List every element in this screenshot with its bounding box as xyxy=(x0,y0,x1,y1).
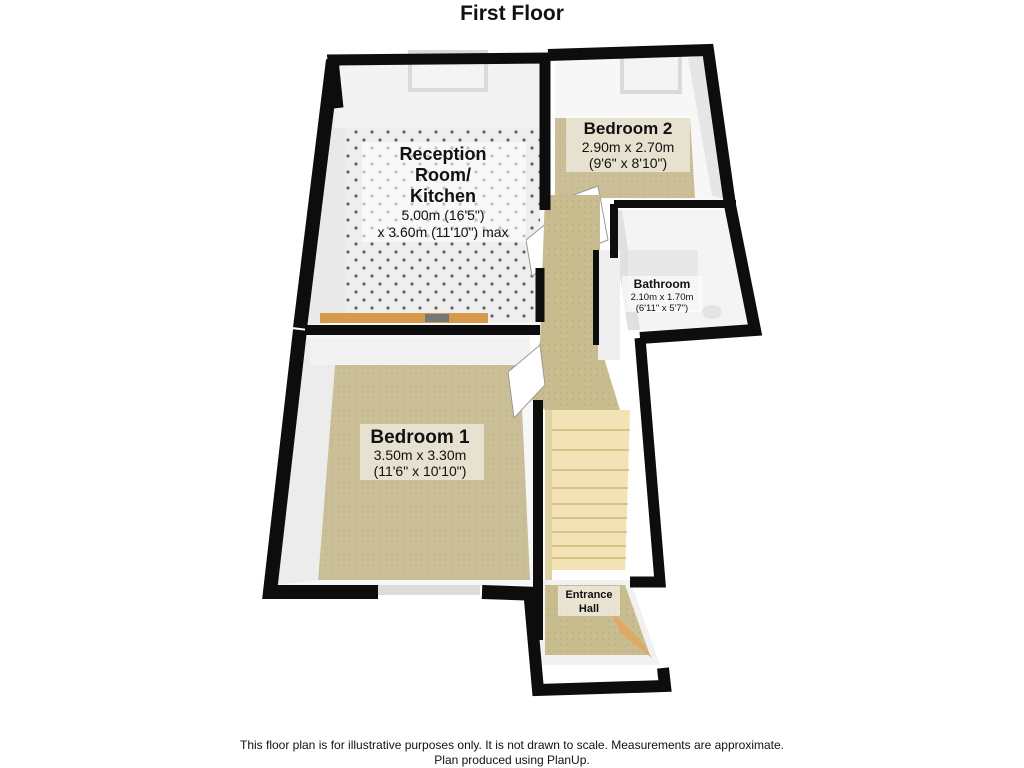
credit-text: Plan produced using PlanUp. xyxy=(434,753,590,767)
disclaimer-text: This floor plan is for illustrative purposes only. It is not drawn to scale. Measurements are approximate. xyxy=(239,738,785,752)
hob xyxy=(425,314,449,322)
bathroom-label xyxy=(622,276,702,314)
staircase xyxy=(545,410,630,590)
room-dimensions: x 3.60m (11'10") max xyxy=(377,224,509,240)
room-name: Bedroom 2 xyxy=(583,119,673,138)
room-name: Bedroom 1 xyxy=(370,427,470,448)
bedroom-1-label xyxy=(360,424,484,480)
room-dimensions: 5.00m (16'5") xyxy=(401,207,485,223)
room-name: Room/ xyxy=(415,165,471,185)
room-name: Reception xyxy=(399,144,487,164)
room-dimensions: (11'6" x 10'10") xyxy=(373,463,467,479)
entrance-hall-label xyxy=(558,586,620,616)
plan-title: First Floor xyxy=(460,2,564,25)
room-dimensions: 2.90m x 2.70m xyxy=(581,139,675,155)
kitchen-worktop xyxy=(320,313,488,323)
room-name: Kitchen xyxy=(409,186,477,206)
room-name: Bathroom xyxy=(633,277,691,291)
bedroom-2-label xyxy=(566,116,690,172)
reception-label xyxy=(362,142,526,242)
room-dimensions: 3.50m x 3.30m xyxy=(373,447,467,463)
room-dimensions: (9'6" x 8'10") xyxy=(588,155,668,171)
room-dimensions: 2.10m x 1.70m xyxy=(630,292,694,303)
room-dimensions: (6'11" x 5'7") xyxy=(635,303,689,314)
toilet xyxy=(702,305,722,319)
room-name: Entrance xyxy=(565,589,613,601)
window xyxy=(370,585,480,595)
room-name: Hall xyxy=(578,603,600,615)
